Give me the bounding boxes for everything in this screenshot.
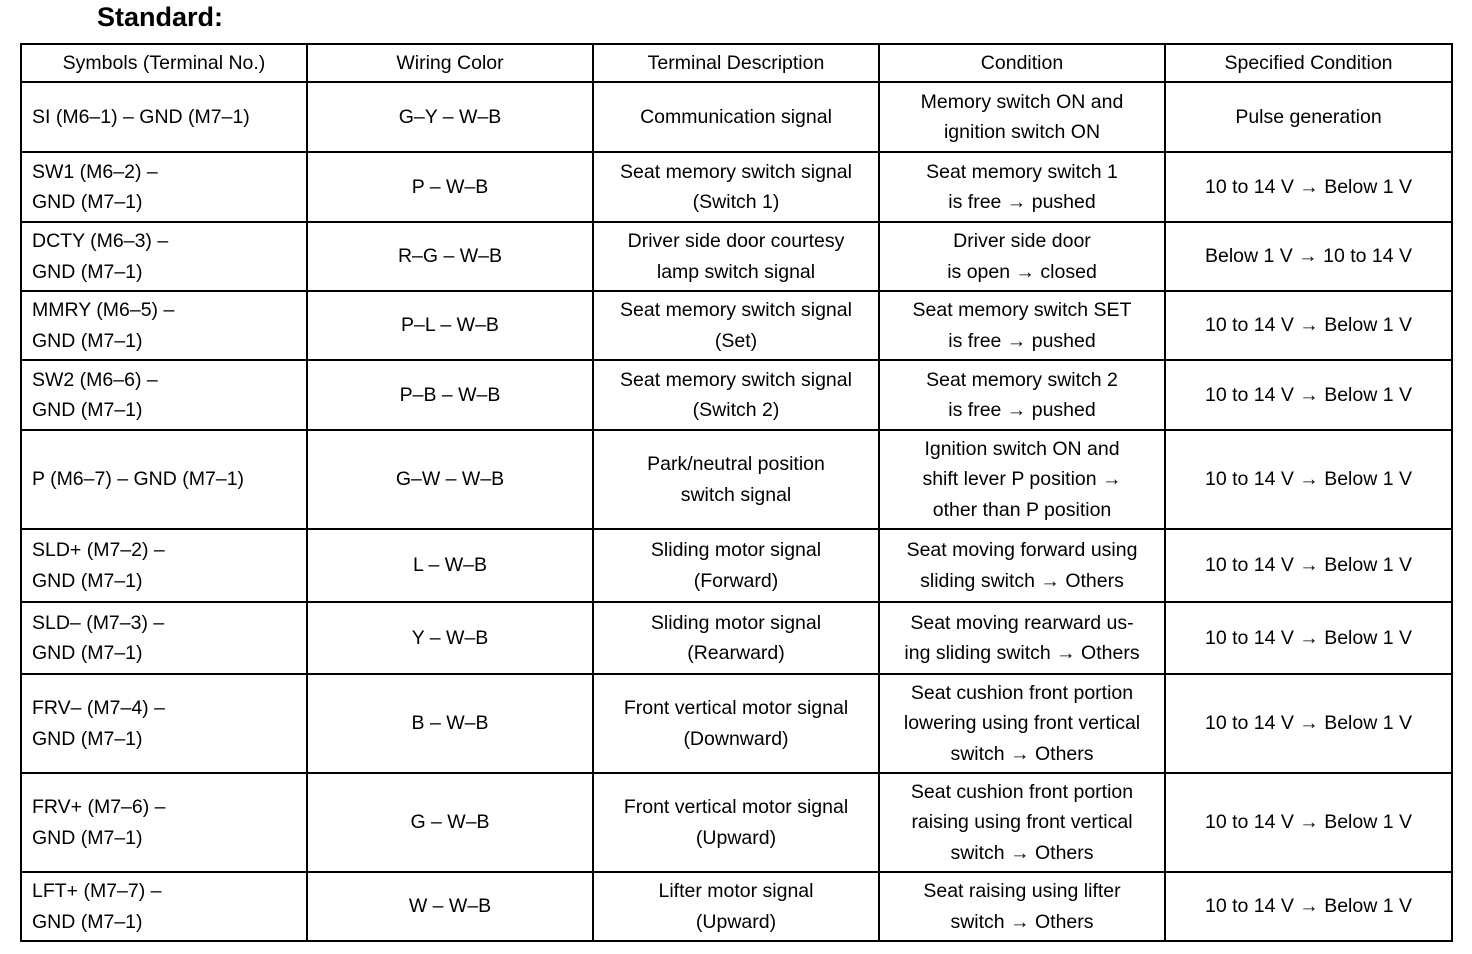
table-row [21, 773, 1452, 872]
header-row [21, 44, 1452, 82]
cell-wiring-color: L – W–B [307, 529, 593, 602]
cell-condition: Seat raising using lifter switch → Others [879, 872, 1165, 941]
header-symbols: Symbols (Terminal No.) [21, 44, 307, 82]
cell-condition: Seat moving rearward us- ing sliding switch → Others [879, 602, 1165, 674]
cell-wiring-color: P – W–B [307, 152, 593, 222]
cell-symbols: SW1 (M6–2) – GND (M7–1) [21, 152, 307, 222]
cell-symbols: FRV– (M7–4) – GND (M7–1) [21, 674, 307, 773]
cell-condition: Seat moving forward using sliding switch → Others [879, 529, 1165, 602]
cell-wiring-color: B – W–B [307, 674, 593, 773]
cell-terminal-description: Driver side door courtesy lamp switch signal [593, 222, 879, 291]
cell-terminal-description: Sliding motor signal (Rearward) [593, 602, 879, 674]
cell-terminal-description: Front vertical motor signal (Upward) [593, 773, 879, 872]
cell-wiring-color: P–B – W–B [307, 360, 593, 430]
table-row [21, 222, 1452, 291]
cell-terminal-description: Front vertical motor signal (Downward) [593, 674, 879, 773]
cell-specified-condition: 10 to 14 V → Below 1 V [1165, 152, 1452, 222]
header-terminal-description: Terminal Description [593, 44, 879, 82]
cell-symbols: DCTY (M6–3) – GND (M7–1) [21, 222, 307, 291]
table-row [21, 430, 1452, 529]
cell-specified-condition: 10 to 14 V → Below 1 V [1165, 360, 1452, 430]
cell-wiring-color: G – W–B [307, 773, 593, 872]
cell-symbols: SW2 (M6–6) – GND (M7–1) [21, 360, 307, 430]
header-wiring-color: Wiring Color [307, 44, 593, 82]
cell-symbols: SLD+ (M7–2) – GND (M7–1) [21, 529, 307, 602]
cell-specified-condition: Below 1 V → 10 to 14 V [1165, 222, 1452, 291]
cell-specified-condition: 10 to 14 V → Below 1 V [1165, 529, 1452, 602]
cell-terminal-description: Seat memory switch signal (Set) [593, 291, 879, 360]
cell-condition: Seat memory switch 2 is free → pushed [879, 360, 1165, 430]
table-row [21, 674, 1452, 773]
cell-symbols: LFT+ (M7–7) – GND (M7–1) [21, 872, 307, 941]
cell-wiring-color: Y – W–B [307, 602, 593, 674]
table-row [21, 82, 1452, 152]
header-condition: Condition [879, 44, 1165, 82]
cell-condition: Seat cushion front portion lowering using front vertical switch → Others [879, 674, 1165, 773]
cell-symbols: P (M6–7) – GND (M7–1) [21, 430, 307, 529]
cell-wiring-color: R–G – W–B [307, 222, 593, 291]
cell-condition: Driver side door is open → closed [879, 222, 1165, 291]
cell-terminal-description: Sliding motor signal (Forward) [593, 529, 879, 602]
header-specified-condition: Specified Condition [1165, 44, 1452, 82]
cell-specified-condition: 10 to 14 V → Below 1 V [1165, 872, 1452, 941]
cell-specified-condition: 10 to 14 V → Below 1 V [1165, 291, 1452, 360]
table-row [21, 360, 1452, 430]
cell-specified-condition: Pulse generation [1165, 82, 1452, 152]
cell-terminal-description: Seat memory switch signal (Switch 2) [593, 360, 879, 430]
cell-specified-condition: 10 to 14 V → Below 1 V [1165, 674, 1452, 773]
cell-condition: Seat memory switch SET is free → pushed [879, 291, 1165, 360]
cell-symbols: MMRY (M6–5) – GND (M7–1) [21, 291, 307, 360]
cell-specified-condition: 10 to 14 V → Below 1 V [1165, 430, 1452, 529]
cell-specified-condition: 10 to 14 V → Below 1 V [1165, 773, 1452, 872]
cell-condition: Seat memory switch 1 is free → pushed [879, 152, 1165, 222]
cell-symbols: FRV+ (M7–6) – GND (M7–1) [21, 773, 307, 872]
cell-symbols: SLD– (M7–3) – GND (M7–1) [21, 602, 307, 674]
cell-wiring-color: W – W–B [307, 872, 593, 941]
cell-condition: Memory switch ON and ignition switch ON [879, 82, 1165, 152]
cell-terminal-description: Seat memory switch signal (Switch 1) [593, 152, 879, 222]
cell-condition: Seat cushion front portion raising using front vertical switch → Others [879, 773, 1165, 872]
cell-terminal-description: Lifter motor signal (Upward) [593, 872, 879, 941]
cell-terminal-description: Communication signal [593, 82, 879, 152]
cell-terminal-description: Park/neutral position switch signal [593, 430, 879, 529]
table-row [21, 872, 1452, 941]
cell-wiring-color: G–Y – W–B [307, 82, 593, 152]
table-row [21, 529, 1452, 602]
cell-condition: Ignition switch ON and shift lever P position → other than P position [879, 430, 1165, 529]
cell-symbols: SI (M6–1) – GND (M7–1) [21, 82, 307, 152]
page-heading: Standard: [97, 2, 224, 32]
cell-wiring-color: G–W – W–B [307, 430, 593, 529]
table-row [21, 291, 1452, 360]
table-row [21, 152, 1452, 222]
cell-specified-condition: 10 to 14 V → Below 1 V [1165, 602, 1452, 674]
cell-wiring-color: P–L – W–B [307, 291, 593, 360]
table-row [21, 602, 1452, 674]
standard-spec-table [20, 43, 1453, 942]
